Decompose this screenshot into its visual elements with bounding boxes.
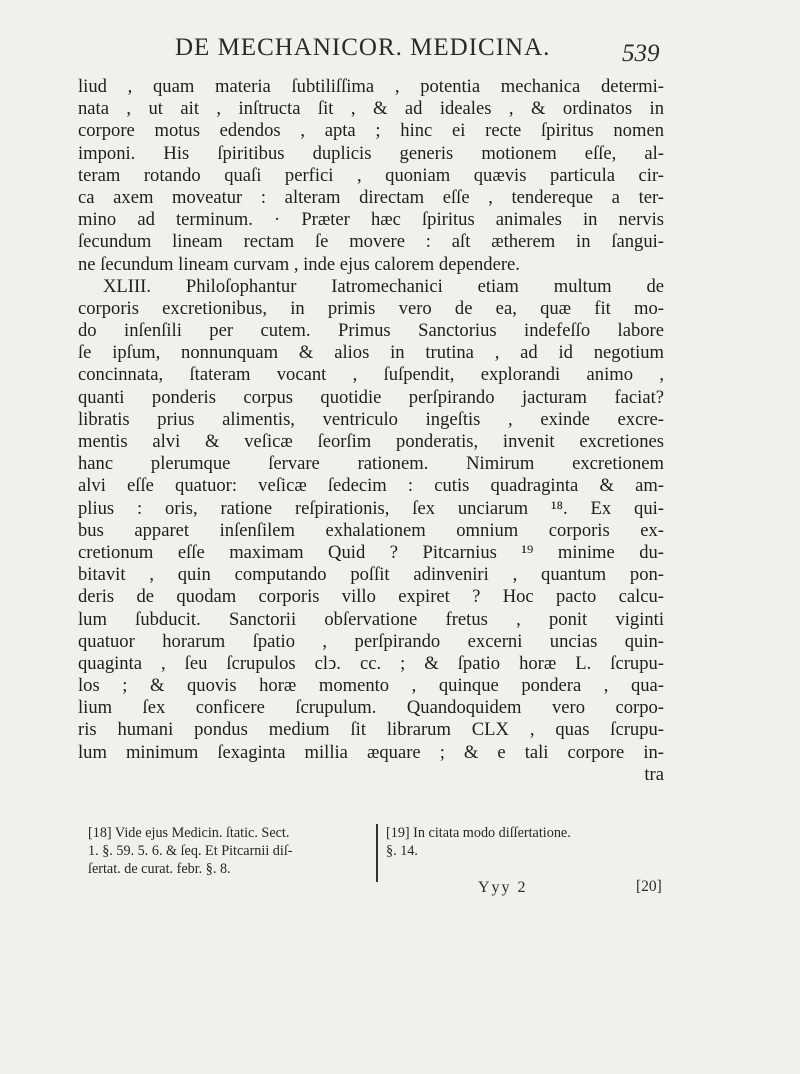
text-line: nata , ut ait , inſtructa ſit , & ad ideales , & ordinatos in	[78, 98, 664, 120]
signature-mark: Yyy 2	[478, 879, 528, 896]
page-number: 539	[622, 40, 660, 67]
section-start-line: XLIII. Philoſophantur Iatromechanici etiam multum de	[103, 275, 664, 297]
text-line: do inſenſili per cutem. Primus Sanctorius indefeſſo labore	[78, 320, 664, 342]
text-line: ſe ipſum, nonnunquam & alios in trutina , ad id negotium	[78, 342, 664, 364]
text-line: mino ad terminum. · Præter hæc ſpiritus animales in nervis	[78, 209, 664, 231]
footnote-19	[386, 824, 668, 860]
text-line: hanc plerumque ſervare rationem. Nimirum excretionem	[78, 453, 664, 475]
text-line: los ; & quovis horæ momento , quinque pondera , qua-	[78, 675, 664, 697]
text-line: libratis prius alimentis, ventriculo ingeſtis , exinde excre-	[78, 408, 664, 430]
text-line: cretionum eſſe maximam Quid ? Pitcarnius ¹⁹ minime du-	[78, 541, 664, 563]
text-line: corpore motus edendos , apta ; hinc ei recte ſpiritus nomen	[78, 120, 664, 142]
footnote-line: [19] In citata modo diſſertatione.	[386, 825, 571, 841]
text-line: quanti ponderis corpus quotidie perſpirando jacturam faciat?	[78, 386, 664, 408]
text-line: bus apparet inſenſilem exhalationem omnium corporis ex-	[78, 519, 664, 541]
footnote-divider	[376, 824, 378, 882]
footnote-line: ſertat. de curat. febr. §. 8.	[88, 861, 231, 877]
text-line: mentis alvi & veſicæ ſeorſim ponderatis, invenit excretiones	[78, 431, 664, 452]
text-line: liud , quam materia ſubtiliſſima , potentia mechanica determi-	[78, 76, 664, 97]
text-line: ne ſecundum lineam curvam , inde ejus calorem dependere.	[78, 253, 520, 275]
text-line: lium ſex conficere ſcrupulum. Quandoquidem vero corpo-	[78, 697, 664, 719]
running-head: DE MECHANICOR. MEDICINA.	[175, 34, 551, 61]
text-line: ris humani pondus medium ſit librarum CLX , quas ſcrupu-	[78, 719, 664, 741]
catchword: tra	[644, 763, 664, 785]
text-line: quatuor horarum ſpatio , perſpirando excerni uncias quin-	[78, 630, 664, 652]
text-line: ca axem moveatur : alteram directam eſſe , tendereque a ter-	[78, 186, 664, 208]
text-line: bitavit , quin computando poſſit adinveniri , quantum pon-	[78, 564, 664, 586]
text-line: corporis excretionibus, in primis vero de ea, quæ fit mo-	[78, 297, 664, 319]
text-line: alvi eſſe quatuor: veſicæ ſedecim : cutis quadraginta & am-	[78, 475, 664, 497]
text-line: plius : oris, ratione reſpirationis, ſex unciarum ¹⁸. Ex qui-	[78, 497, 664, 519]
text-line: lum ſubducit. Sanctorii obſervatione fretus , ponit viginti	[78, 608, 664, 630]
text-line: deris de quodam corporis villo expiret ? Hoc pacto calcu-	[78, 586, 664, 608]
text-line: imponi. His ſpiritibus duplicis generis motionem eſſe, al-	[78, 142, 664, 164]
text-line: lum minimum ſexaginta millia æquare ; & e tali corpore in-	[78, 741, 664, 763]
footnote-line: §. 14.	[386, 843, 418, 859]
body-text	[78, 76, 664, 786]
footnote-line: 1. §. 59. 5. 6. & ſeq. Et Pitcarnii diſ-	[88, 843, 293, 859]
text-line: teram rotando quaſi perfici , quoniam quævis particula cir-	[78, 164, 664, 186]
text-line: ſecundum lineam rectam ſe movere : aſt ætherem in ſangui-	[78, 231, 664, 253]
text-line: quaginta , ſeu ſcrupulos clↄ. cc. ; & ſpatio horæ L. ſcrupu-	[78, 652, 664, 674]
footnote-18	[88, 824, 373, 878]
page-count: [20]	[636, 878, 662, 895]
text-line: concinnata, ſtateram vocant , ſuſpendit, explorandi animo ,	[78, 364, 664, 386]
footnote-line: [18] Vide ejus Medicin. ſtatic. Sect.	[88, 825, 290, 841]
footnotes	[88, 824, 668, 884]
